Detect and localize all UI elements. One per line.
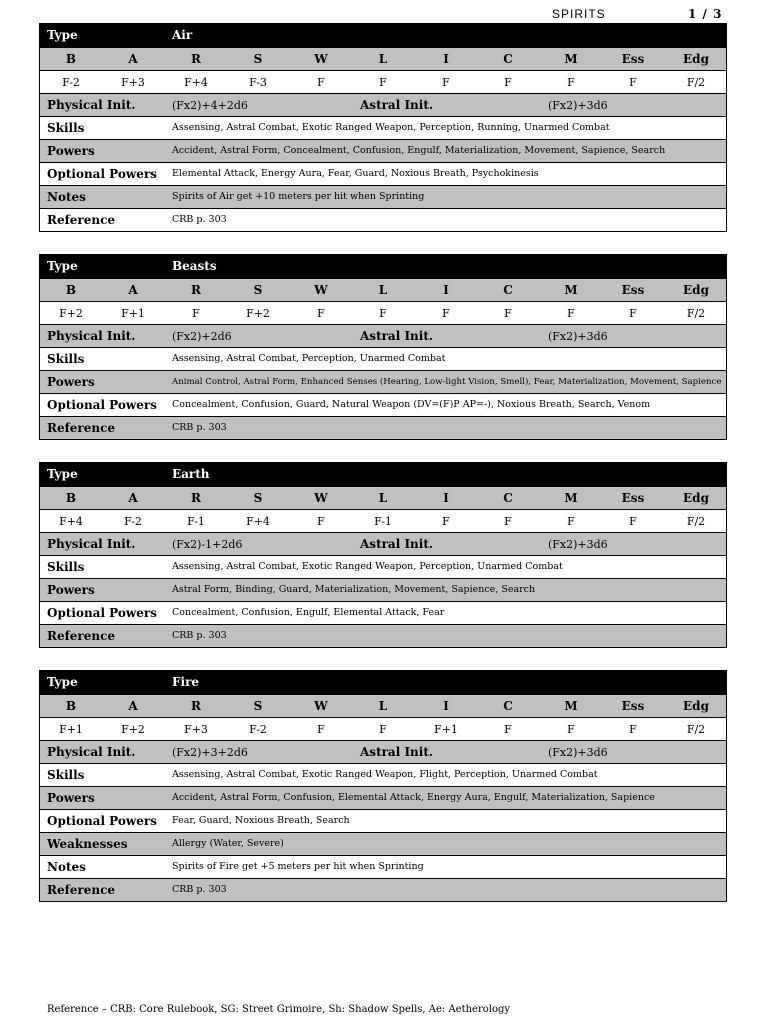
skills-value: Assensing, Astral Combat, Exotic Ranged Weapon, Perception, Running, Unarmed Combat	[172, 122, 610, 133]
attr-value: F	[192, 307, 200, 320]
optional-powers-value: Concealment, Confusion, Engulf, Elemental Attack, Fear	[172, 607, 445, 618]
physical-init-label: Physical Init.	[47, 745, 136, 759]
attr-header: L	[378, 491, 388, 505]
attr-header: R	[191, 52, 201, 66]
attr-value: F	[567, 76, 575, 89]
spirit-table-beasts	[39, 254, 727, 440]
powers-row	[40, 786, 726, 809]
attr-header: C	[503, 52, 513, 66]
skills-label: Skills	[47, 121, 85, 135]
powers-row	[40, 578, 726, 601]
attr-header-row	[40, 278, 726, 301]
reference-label: Reference	[47, 213, 116, 227]
attr-value: F	[504, 307, 512, 320]
attr-value: F	[504, 76, 512, 89]
notes-label: Notes	[47, 190, 86, 204]
spirit-table-earth	[39, 462, 727, 648]
optional-powers-label: Optional Powers	[47, 814, 157, 828]
attr-value-row	[40, 301, 726, 324]
attr-value: F	[379, 307, 387, 320]
physical-init-label: Physical Init.	[47, 329, 136, 343]
initiative-row	[40, 324, 726, 347]
reference-row	[40, 416, 726, 439]
attr-header: I	[443, 699, 449, 713]
spirit-table-fire	[39, 670, 727, 902]
attr-header: R	[191, 699, 201, 713]
attr-value: F	[629, 76, 637, 89]
page-title: SPIRITS	[552, 7, 606, 21]
weaknesses-value: Allergy (Water, Severe)	[172, 838, 284, 849]
attr-value: F	[379, 76, 387, 89]
attr-header: M	[564, 52, 578, 66]
attr-value: F	[567, 307, 575, 320]
attr-value: F-1	[374, 515, 392, 528]
physical-init-label: Physical Init.	[47, 98, 136, 112]
attr-value: F+4	[246, 515, 270, 528]
attr-value: F	[629, 307, 637, 320]
reference-label: Reference	[47, 883, 116, 897]
attr-value: F	[442, 76, 450, 89]
reference-row	[40, 624, 726, 647]
reference-row	[40, 208, 726, 231]
attr-value: F/2	[686, 515, 706, 528]
powers-row	[40, 139, 726, 162]
attr-header: L	[378, 52, 388, 66]
attr-header: C	[503, 699, 513, 713]
attr-value: F+1	[121, 307, 145, 320]
attr-header: I	[443, 491, 449, 505]
skills-row	[40, 555, 726, 578]
attr-header: M	[564, 283, 578, 297]
attr-header: B	[65, 52, 77, 66]
attr-header: R	[191, 491, 201, 505]
reference-value: CRB p. 303	[172, 630, 227, 641]
powers-label: Powers	[47, 144, 95, 158]
attr-value: F+4	[184, 76, 208, 89]
attr-value-row	[40, 717, 726, 740]
attr-value: F	[317, 515, 325, 528]
type-label: Type	[47, 28, 78, 42]
attr-header: B	[65, 283, 77, 297]
powers-value: Accident, Astral Form, Confusion, Elemental Attack, Energy Aura, Engulf, Materialization, Sapience	[172, 792, 655, 803]
skills-row	[40, 347, 726, 370]
attr-header: Ess	[621, 52, 645, 66]
attr-header: C	[503, 283, 513, 297]
reference-value: CRB p. 303	[172, 214, 227, 225]
reference-value: CRB p. 303	[172, 422, 227, 433]
attr-value: F	[317, 76, 325, 89]
attr-value: F/2	[686, 76, 706, 89]
powers-row	[40, 370, 726, 393]
attr-header: M	[564, 491, 578, 505]
attr-header: M	[564, 699, 578, 713]
attr-value: F+3	[184, 723, 208, 736]
powers-value: Accident, Astral Form, Concealment, Confusion, Engulf, Materialization, Movement, Sapience, Search	[172, 145, 666, 156]
attr-value: F	[442, 307, 450, 320]
type-value: Beasts	[172, 259, 217, 273]
skills-label: Skills	[47, 768, 85, 782]
attr-header-row	[40, 47, 726, 70]
attr-header: W	[314, 491, 328, 505]
astral-init-value: (Fx2)+3d6	[548, 538, 608, 551]
type-value: Air	[172, 28, 193, 42]
attr-value: F	[317, 307, 325, 320]
attr-value: F	[504, 515, 512, 528]
powers-value: Astral Form, Binding, Guard, Materialization, Movement, Sapience, Search	[172, 584, 536, 595]
powers-label: Powers	[47, 791, 95, 805]
attr-value: F/2	[686, 723, 706, 736]
skills-label: Skills	[47, 352, 85, 366]
attr-header: Edg	[683, 52, 709, 66]
spirit-table-air	[39, 23, 727, 232]
attr-value: F-3	[249, 76, 267, 89]
attr-value: F	[442, 515, 450, 528]
attr-value-row	[40, 70, 726, 93]
skills-row	[40, 116, 726, 139]
reference-label: Reference	[47, 421, 116, 435]
attr-value: F-2	[249, 723, 267, 736]
optional-powers-value: Fear, Guard, Noxious Breath, Search	[172, 815, 350, 826]
attr-header: S	[253, 491, 263, 505]
physical-init-value: (Fx2)-1+2d6	[172, 538, 243, 551]
astral-init-value: (Fx2)+3d6	[548, 99, 608, 112]
weaknesses-row	[40, 832, 726, 855]
type-value: Earth	[172, 467, 210, 481]
attr-header: A	[128, 491, 138, 505]
page-header	[0, 7, 768, 23]
initiative-row	[40, 93, 726, 116]
attr-header: Edg	[683, 283, 709, 297]
attr-value: F+4	[59, 515, 83, 528]
physical-init-label: Physical Init.	[47, 537, 136, 551]
attr-header: W	[314, 699, 328, 713]
astral-init-value: (Fx2)+3d6	[548, 746, 608, 759]
attr-header: Edg	[683, 491, 709, 505]
optional-powers-label: Optional Powers	[47, 167, 157, 181]
reference-value: CRB p. 303	[172, 884, 227, 895]
reference-row	[40, 878, 726, 901]
attr-value: F	[567, 723, 575, 736]
attr-value: F+3	[121, 76, 145, 89]
attr-value: F+2	[246, 307, 270, 320]
type-row	[40, 671, 726, 694]
attr-header-row	[40, 694, 726, 717]
attr-value: F-1	[187, 515, 205, 528]
type-label: Type	[47, 467, 78, 481]
attr-header: B	[65, 491, 77, 505]
skills-value: Assensing, Astral Combat, Exotic Ranged Weapon, Flight, Perception, Unarmed Combat	[172, 769, 598, 780]
astral-init-label: Astral Init.	[360, 537, 434, 551]
attr-value: F	[317, 723, 325, 736]
attr-header: Ess	[621, 283, 645, 297]
optional-powers-label: Optional Powers	[47, 606, 157, 620]
weaknesses-label: Weaknesses	[47, 837, 128, 851]
type-value: Fire	[172, 675, 200, 689]
type-row	[40, 24, 726, 47]
skills-label: Skills	[47, 560, 85, 574]
reference-label: Reference	[47, 629, 116, 643]
attr-value-row	[40, 509, 726, 532]
attr-header: S	[253, 52, 263, 66]
astral-init-label: Astral Init.	[360, 329, 434, 343]
optional-powers-label: Optional Powers	[47, 398, 157, 412]
physical-init-value: (Fx2)+3+2d6	[172, 746, 248, 759]
astral-init-label: Astral Init.	[360, 745, 434, 759]
optional-powers-value: Elemental Attack, Energy Aura, Fear, Guard, Noxious Breath, Psychokinesis	[172, 168, 539, 179]
notes-value: Spirits of Air get +10 meters per hit when Sprinting	[172, 191, 425, 202]
notes-row	[40, 185, 726, 208]
physical-init-value: (Fx2)+2d6	[172, 330, 232, 343]
astral-init-label: Astral Init.	[360, 98, 434, 112]
type-row	[40, 255, 726, 278]
notes-value: Spirits of Fire get +5 meters per hit when Sprinting	[172, 861, 424, 872]
attr-header: W	[314, 283, 328, 297]
attr-header: I	[443, 52, 449, 66]
skills-value: Assensing, Astral Combat, Exotic Ranged Weapon, Perception, Unarmed Combat	[172, 561, 563, 572]
attr-value: F+2	[59, 307, 83, 320]
attr-header-row	[40, 486, 726, 509]
powers-label: Powers	[47, 375, 95, 389]
reference-legend: Reference – CRB: Core Rulebook, SG: Street Grimoire, Sh: Shadow Spells, Ae: Aetherology	[47, 1004, 511, 1015]
notes-row	[40, 855, 726, 878]
astral-init-value: (Fx2)+3d6	[548, 330, 608, 343]
attr-header: A	[128, 52, 138, 66]
notes-label: Notes	[47, 860, 86, 874]
attr-value: F+1	[434, 723, 458, 736]
attr-header: C	[503, 491, 513, 505]
attr-header: A	[128, 699, 138, 713]
attr-value: F/2	[686, 307, 706, 320]
attr-value: F	[629, 723, 637, 736]
attr-value: F-2	[62, 76, 80, 89]
attr-header: L	[378, 283, 388, 297]
attr-header: L	[378, 699, 388, 713]
attr-value: F	[504, 723, 512, 736]
attr-header: I	[443, 283, 449, 297]
attr-header: R	[191, 283, 201, 297]
powers-value: Animal Control, Astral Form, Enhanced Senses (Hearing, Low-light Vision, Smell), Fear, Materialization, Movement, Sapience	[172, 377, 722, 387]
attr-value: F-2	[124, 515, 142, 528]
attr-header: B	[65, 699, 77, 713]
attr-value: F	[567, 515, 575, 528]
attr-value: F	[379, 723, 387, 736]
type-label: Type	[47, 675, 78, 689]
powers-label: Powers	[47, 583, 95, 597]
physical-init-value: (Fx2)+4+2d6	[172, 99, 248, 112]
skills-value: Assensing, Astral Combat, Perception, Unarmed Combat	[172, 353, 446, 364]
initiative-row	[40, 740, 726, 763]
optional-powers-row	[40, 809, 726, 832]
attr-header: Ess	[621, 491, 645, 505]
attr-header: S	[253, 283, 263, 297]
attr-header: A	[128, 283, 138, 297]
skills-row	[40, 763, 726, 786]
attr-header: W	[314, 52, 328, 66]
attr-value: F+2	[121, 723, 145, 736]
optional-powers-row	[40, 162, 726, 185]
attr-header: Edg	[683, 699, 709, 713]
optional-powers-row	[40, 393, 726, 416]
type-row	[40, 463, 726, 486]
page-number: 1 / 3	[688, 7, 723, 21]
attr-value: F	[629, 515, 637, 528]
type-label: Type	[47, 259, 78, 273]
optional-powers-row	[40, 601, 726, 624]
optional-powers-value: Concealment, Confusion, Guard, Natural Weapon (DV=(F)P AP=-), Noxious Breath, Search, Venom	[172, 399, 651, 410]
initiative-row	[40, 532, 726, 555]
attr-header: S	[253, 699, 263, 713]
attr-value: F+1	[59, 723, 83, 736]
attr-header: Ess	[621, 699, 645, 713]
